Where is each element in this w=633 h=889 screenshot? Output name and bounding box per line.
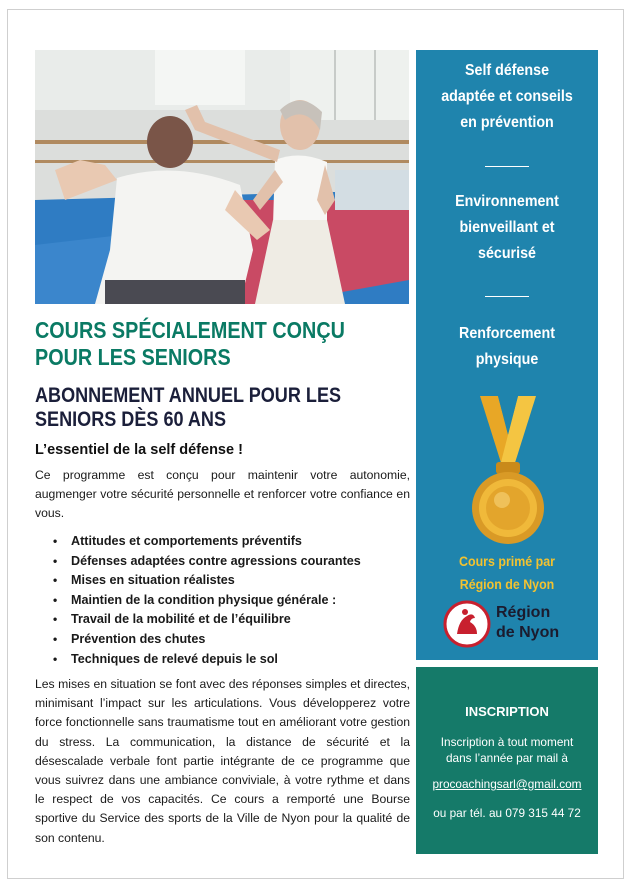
region-nyon-logo-text: Région de Nyon: [496, 604, 560, 641]
bullet-icon: •: [53, 592, 58, 607]
inscription-email-link[interactable]: procoachingsarl@gmail.com: [432, 777, 582, 791]
features-sidebar: [416, 50, 598, 660]
list-item: • Attitudes et comportements préventifs: [53, 532, 413, 552]
inscription-text: Inscription à tout moment dans l’année par mail à: [440, 735, 574, 765]
subscription-title-line1: ABONNEMENT ANNUEL POUR LES: [35, 384, 342, 407]
feature-self-defense: Self défense adaptée et conseils en prévention: [441, 62, 573, 131]
hero-photo: [35, 50, 409, 304]
essential-subtitle: L’essentiel de la self défense !: [35, 442, 243, 458]
bullet-icon: •: [53, 534, 58, 548]
feature-strength: Renforcement physique: [459, 325, 555, 368]
list-item: • Défenses adaptées contre agressions courantes: [53, 552, 413, 572]
bullet-icon: •: [53, 631, 58, 646]
bullet-icon: •: [53, 573, 58, 588]
list-item: • Travail de la mobilité et de l’équilibre: [53, 610, 413, 630]
separator: [485, 296, 529, 297]
list-item: • Mises en situation réalistes: [53, 571, 413, 591]
list-item: • Techniques de relevé depuis le sol: [53, 650, 413, 670]
prize-caption: Cours primé par Région de Nyon: [459, 554, 555, 592]
bullet-icon: •: [53, 612, 58, 627]
list-item: • Maintien de la condition physique générale :: [53, 591, 413, 611]
gold-medal-icon: [472, 396, 544, 546]
program-bullet-list: [53, 532, 413, 669]
subscription-title: [35, 384, 405, 432]
region-nyon-logo-icon: [443, 600, 491, 648]
intro-paragraph: Ce programme est conçu pour maintenir votre autonomie, augmenger votre sécurité personnelle et renforcer votre confiance en vous.: [35, 468, 410, 520]
body-paragraph: Les mises en situation se font avec des réponses simples et directes, minimisant l’impact sur les articulations. Vous développerez votre force fonctionnelle sans traumatisme tout en améliorant votre gestion du stress. La communication, la distance de sécurité et la désescalade verbale font partie intégrante de ce programme que vous suivrez dans une ambiance conviviale, à votre rythme et dans le respect de vos capacités. Ce cours a remporté une Bourse sportive du Service des sports de la Ville de Nyon pour la qualité de son contenu.: [35, 677, 410, 845]
bullet-icon: •: [53, 651, 58, 666]
inscription-title: INSCRIPTION: [465, 704, 549, 719]
bullet-icon: •: [53, 553, 58, 568]
feature-environment: Environnement bienveillant et sécurisé: [455, 193, 559, 262]
subscription-title-line2: SENIORS DÈS 60 ANS: [35, 408, 227, 431]
main-title-line1: COURS SPÉCIALEMENT CONÇU: [35, 317, 345, 343]
inscription-box: [416, 667, 598, 854]
inscription-phone: ou par tél. au 079 315 44 72: [433, 806, 581, 820]
list-item: • Prévention des chutes: [53, 630, 413, 650]
main-title: [35, 317, 405, 371]
main-title-line2: POUR LES SENIORS: [35, 344, 231, 370]
separator: [485, 166, 529, 167]
